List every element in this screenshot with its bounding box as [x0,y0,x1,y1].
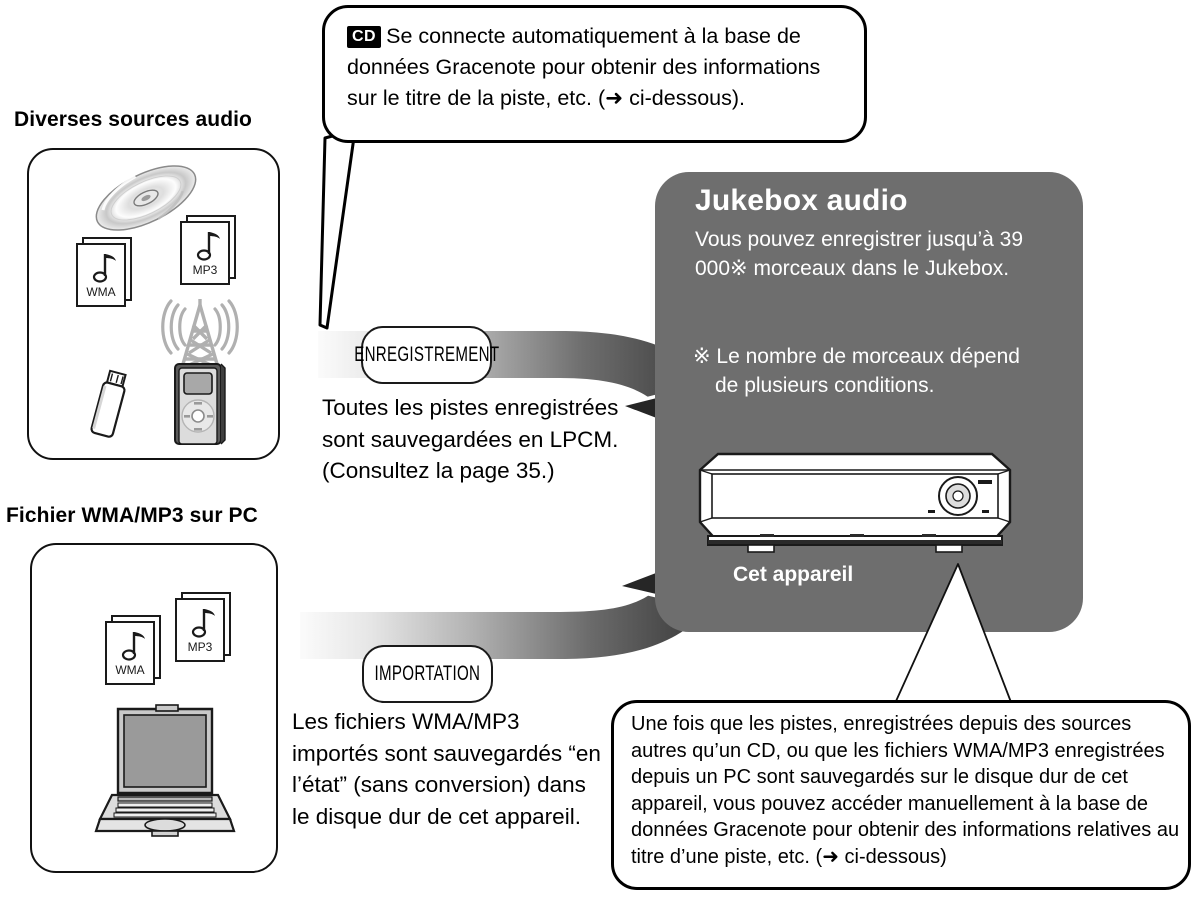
pill-enregistrement-label: ENREGISTREMENT [353,343,500,366]
recording-description: Toutes les pistes enregistrées sont sauvegardées en LPCM. (Consultez la page 35.) [322,395,619,483]
fichier-pc-heading: Fichier WMA/MP3 sur PC [6,504,258,527]
svg-text:WMA: WMA [115,663,145,677]
svg-text:WMA: WMA [86,285,116,299]
jukebox-description: Vous pouvez enregistrer jusqu’à 39 000※ morceaux dans le Jukebox. [695,228,1024,280]
sources-audio-heading: Diverses sources audio [14,108,252,131]
cd-callout-body: Se connecte automatiquement à la base de données Gracenote pour obtenir des informations sur le titre de la piste, etc. (➜ ci-dessous). [347,24,821,110]
jukebox-footnote: ※ Le nombre de morceaux dépend de plusieurs conditions. [693,345,1020,397]
pill-importation[interactable] [362,645,493,703]
laptop-icon [72,697,252,837]
device-illustration [690,448,1020,566]
mp3-file-icon [175,210,241,286]
mp3-file-icon [170,587,236,663]
cd-badge: CD [347,26,381,48]
pill-importation-label: IMPORTATION [374,662,481,685]
portable-player-icon [169,360,231,452]
sources-audio-box [27,148,280,460]
svg-text:MP3: MP3 [187,640,213,654]
bottom-callout-text: Une fois que les pistes, enregistrées depuis des sources autres qu’un CD, ou que les fichiers WMA/MP3 enregistrées depuis un PC sont sauvegardés sur le disque dur de cet appareil, vous pouvez accéder manuellement à la base de données Gracenote pour obtenir des informations relatives au titre d’une piste, etc. (➜ ci-dessous) [631,713,1180,868]
bottom-callout-bubble [611,700,1191,890]
cd-callout-text [347,21,852,114]
svg-text:MP3: MP3 [192,263,218,277]
pc-files-box [30,543,278,873]
device-label: Cet appareil [733,563,854,586]
wma-file-icon [71,232,137,308]
jukebox-title: Jukebox audio [695,184,908,217]
cd-callout-bubble [322,5,867,143]
cd-callout-tail [305,120,535,345]
import-description: Les fichiers WMA/MP3 importés sont sauvegardés “en l’état” (sans conversion) dans le disque dur de cet appareil. [292,709,601,829]
pill-enregistrement[interactable] [353,326,500,384]
wma-file-icon [100,610,166,686]
bottom-callout-pointers [600,550,1050,720]
usb-stick-icon [87,368,133,444]
